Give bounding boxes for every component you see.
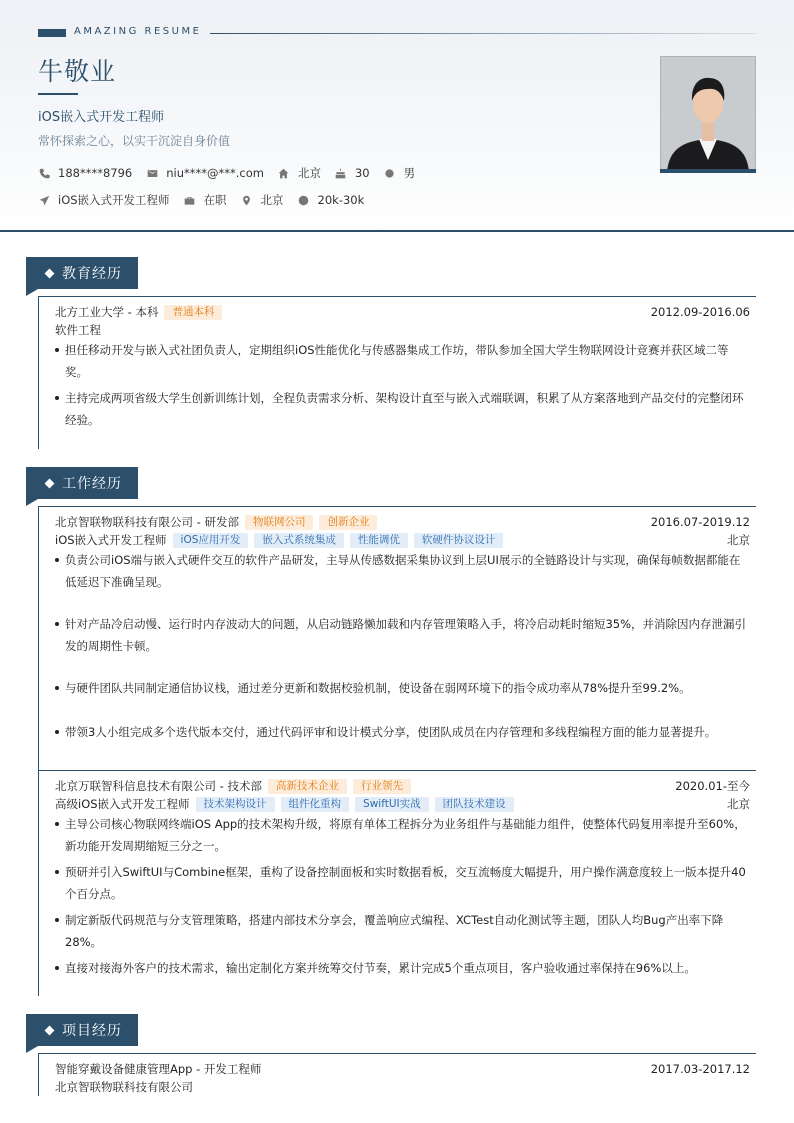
list-item: 与硬件团队共同制定通信协议栈，通过差分更新和数据校验机制，使设备在弱网环境下的指令成功率从78%提升至99.2%。 bbox=[55, 677, 750, 699]
school-name: 北方工业大学 - 本科 bbox=[55, 305, 159, 319]
list-item: 制定新版代码规范与分支管理策略，搭建内部技术分享会，覆盖响应式编程、XCTest自动化测试等主题，团队人均Bug产出率下降28%。 bbox=[55, 909, 750, 953]
list-item: 主持完成两项省级大学生创新训练计划，全程负责需求分析、架构设计直至与嵌入式端联调，积累了从方案落地到产品交付的完整闭环经验。 bbox=[55, 387, 750, 431]
list-item: 担任移动开发与嵌入式社团负责人，定期组织iOS性能优化与传感器集成工作坊，带队参加全国大学生物联网设计竞赛并获区域二等奖。 bbox=[55, 339, 750, 383]
profile-photo bbox=[660, 56, 756, 173]
company-name: 北京智联物联科技有限公司 - 研发部 bbox=[55, 515, 239, 529]
info-email bbox=[146, 166, 264, 180]
info-age bbox=[335, 166, 370, 180]
work-city: 北京 bbox=[727, 797, 750, 811]
gender-value: 男 bbox=[403, 166, 416, 180]
home-icon bbox=[278, 167, 290, 179]
avatar-portrait bbox=[661, 57, 755, 172]
education-block bbox=[38, 296, 756, 449]
section-title-label: 项目经历 bbox=[62, 1023, 122, 1039]
major-row bbox=[55, 321, 750, 339]
skill-badge: 性能调优 bbox=[350, 533, 408, 548]
section-title-work bbox=[26, 467, 138, 499]
education-entry bbox=[39, 297, 756, 431]
info-target-city bbox=[241, 192, 284, 208]
salary-value: 20k-30k bbox=[317, 193, 365, 207]
mail-icon bbox=[146, 167, 158, 179]
project-block bbox=[38, 1053, 756, 1096]
project-date: 2017.03-2017.12 bbox=[650, 1062, 750, 1076]
section-title-label: 工作经历 bbox=[62, 476, 122, 492]
section-ribbon-corner bbox=[26, 289, 38, 296]
role-name: 高级iOS嵌入式开发工程师 bbox=[55, 797, 190, 811]
project-entry bbox=[39, 1054, 756, 1096]
photo-accent-bar bbox=[660, 169, 756, 173]
diamond-icon bbox=[45, 268, 55, 278]
list-item: 带领3人小组完成多个迭代版本交付，通过代码评审和设计模式分享，使团队成员在内存管理和多线程编程方面的能力显著提升。 bbox=[55, 721, 750, 743]
tag-accent-bar bbox=[38, 29, 66, 37]
section-title-label: 教育经历 bbox=[62, 266, 122, 282]
list-item: 负责公司iOS端与嵌入式硬件交互的软件产品研发，主导从传感数据采集协议到上层UI展示的全链路设计与实现，确保每帧数据都能在低延迟下准确呈现。 bbox=[55, 549, 750, 593]
skill-badge: 软硬件协议设计 bbox=[414, 533, 504, 548]
money-icon bbox=[298, 194, 310, 206]
section-ribbon-corner bbox=[26, 1046, 38, 1053]
info-phone bbox=[38, 166, 132, 180]
tag-text: AMAZING RESUME bbox=[74, 26, 202, 37]
info-hometown bbox=[278, 165, 321, 181]
info-target-job bbox=[38, 192, 170, 208]
work-date: 2020.01-至今 bbox=[675, 779, 750, 793]
location-icon bbox=[241, 194, 253, 206]
work-city: 北京 bbox=[727, 533, 750, 547]
skill-badge: 技术架构设计 bbox=[196, 797, 275, 812]
cake-icon bbox=[335, 167, 347, 179]
work-block bbox=[38, 506, 756, 996]
job-title: iOS嵌入式开发工程师 bbox=[38, 110, 165, 125]
tag-divider-line bbox=[210, 33, 756, 34]
project-company: 北京智联物联科技有限公司 bbox=[55, 1080, 193, 1094]
phone-icon bbox=[38, 167, 50, 179]
company-name: 北京万联智科信息技术有限公司 - 技术部 bbox=[55, 779, 262, 793]
target-job-value: iOS嵌入式开发工程师 bbox=[58, 193, 170, 207]
age-value: 30 bbox=[354, 166, 370, 180]
company-badge: 物联网公司 bbox=[245, 515, 314, 530]
gender-icon bbox=[384, 167, 396, 179]
target-city-value: 北京 bbox=[260, 193, 284, 207]
section-ribbon-corner bbox=[26, 499, 38, 506]
email-value: niu****@***.com bbox=[166, 166, 264, 180]
education-header-row bbox=[55, 303, 750, 321]
skill-badge: iOS应用开发 bbox=[173, 533, 249, 548]
work-company-row bbox=[55, 777, 750, 795]
role-name: iOS嵌入式开发工程师 bbox=[55, 533, 167, 547]
list-item: 针对产品冷启动慢、运行时内存波动大的问题，从启动链路懒加载和内存管理策略入手，将冷启动耗时缩短35%，并消除因内存泄漏引发的周期性卡顿。 bbox=[55, 613, 750, 657]
info-status bbox=[184, 192, 227, 208]
skill-badge: 组件化重构 bbox=[281, 797, 350, 812]
education-date: 2012.09-2016.06 bbox=[650, 305, 750, 319]
work-role-row bbox=[55, 795, 750, 813]
education-bullets bbox=[55, 339, 750, 431]
work-date: 2016.07-2019.12 bbox=[650, 515, 750, 529]
diamond-icon bbox=[45, 478, 55, 488]
list-item: 预研并引入SwiftUI与Combine框架，重构了设备控制面板和实时数据看板，交互流畅度大幅提升，用户操作满意度较上一版本提升40个百分点。 bbox=[55, 861, 750, 905]
work-role-row bbox=[55, 531, 750, 549]
work-entry-1 bbox=[39, 507, 756, 770]
school-badge: 普通本科 bbox=[164, 305, 222, 320]
motto: 常怀探索之心，以实干沉淀自身价值 bbox=[38, 134, 231, 148]
status-value: 在职 bbox=[203, 193, 227, 207]
project-name: 智能穿戴设备健康管理App - 开发工程师 bbox=[55, 1062, 262, 1076]
work-company-row bbox=[55, 513, 750, 531]
phone-value: 188****8796 bbox=[58, 166, 133, 180]
skill-badge: 团队技术建设 bbox=[435, 797, 514, 812]
info-salary bbox=[298, 193, 365, 207]
project-header-row bbox=[55, 1060, 750, 1078]
work-bullets bbox=[55, 813, 750, 979]
briefcase-icon bbox=[184, 194, 196, 206]
work-entry-2 bbox=[39, 771, 756, 979]
info-row-job bbox=[38, 192, 378, 208]
skill-badge: SwiftUI实战 bbox=[355, 797, 429, 812]
major-name: 软件工程 bbox=[55, 323, 101, 337]
info-row-personal bbox=[38, 165, 429, 181]
list-item: 主导公司核心物联网终端iOS App的技术架构升级，将原有单体工程拆分为业务组件与基础能力组件，使整体代码复用率提升至60%，新功能开发周期缩短三分之一。 bbox=[55, 813, 750, 857]
project-company-row bbox=[55, 1078, 750, 1096]
send-icon bbox=[38, 194, 50, 206]
company-badge: 创新企业 bbox=[319, 515, 377, 530]
work-bullets bbox=[55, 549, 750, 743]
list-item: 直接对接海外客户的技术需求，输出定制化方案并统筹交付节奏，累计完成5个重点项目，客户验收通过率保持在96%以上。 bbox=[55, 957, 750, 979]
company-badge: 行业领先 bbox=[353, 779, 411, 794]
candidate-name: 牛敬业 bbox=[38, 57, 117, 86]
hometown-value: 北京 bbox=[297, 166, 321, 180]
name-underline bbox=[38, 93, 78, 95]
company-badge: 高新技术企业 bbox=[268, 779, 347, 794]
section-title-education bbox=[26, 257, 138, 289]
info-gender bbox=[384, 165, 416, 181]
section-title-project bbox=[26, 1014, 138, 1046]
diamond-icon bbox=[45, 1025, 55, 1035]
skill-badge: 嵌入式系统集成 bbox=[254, 533, 344, 548]
